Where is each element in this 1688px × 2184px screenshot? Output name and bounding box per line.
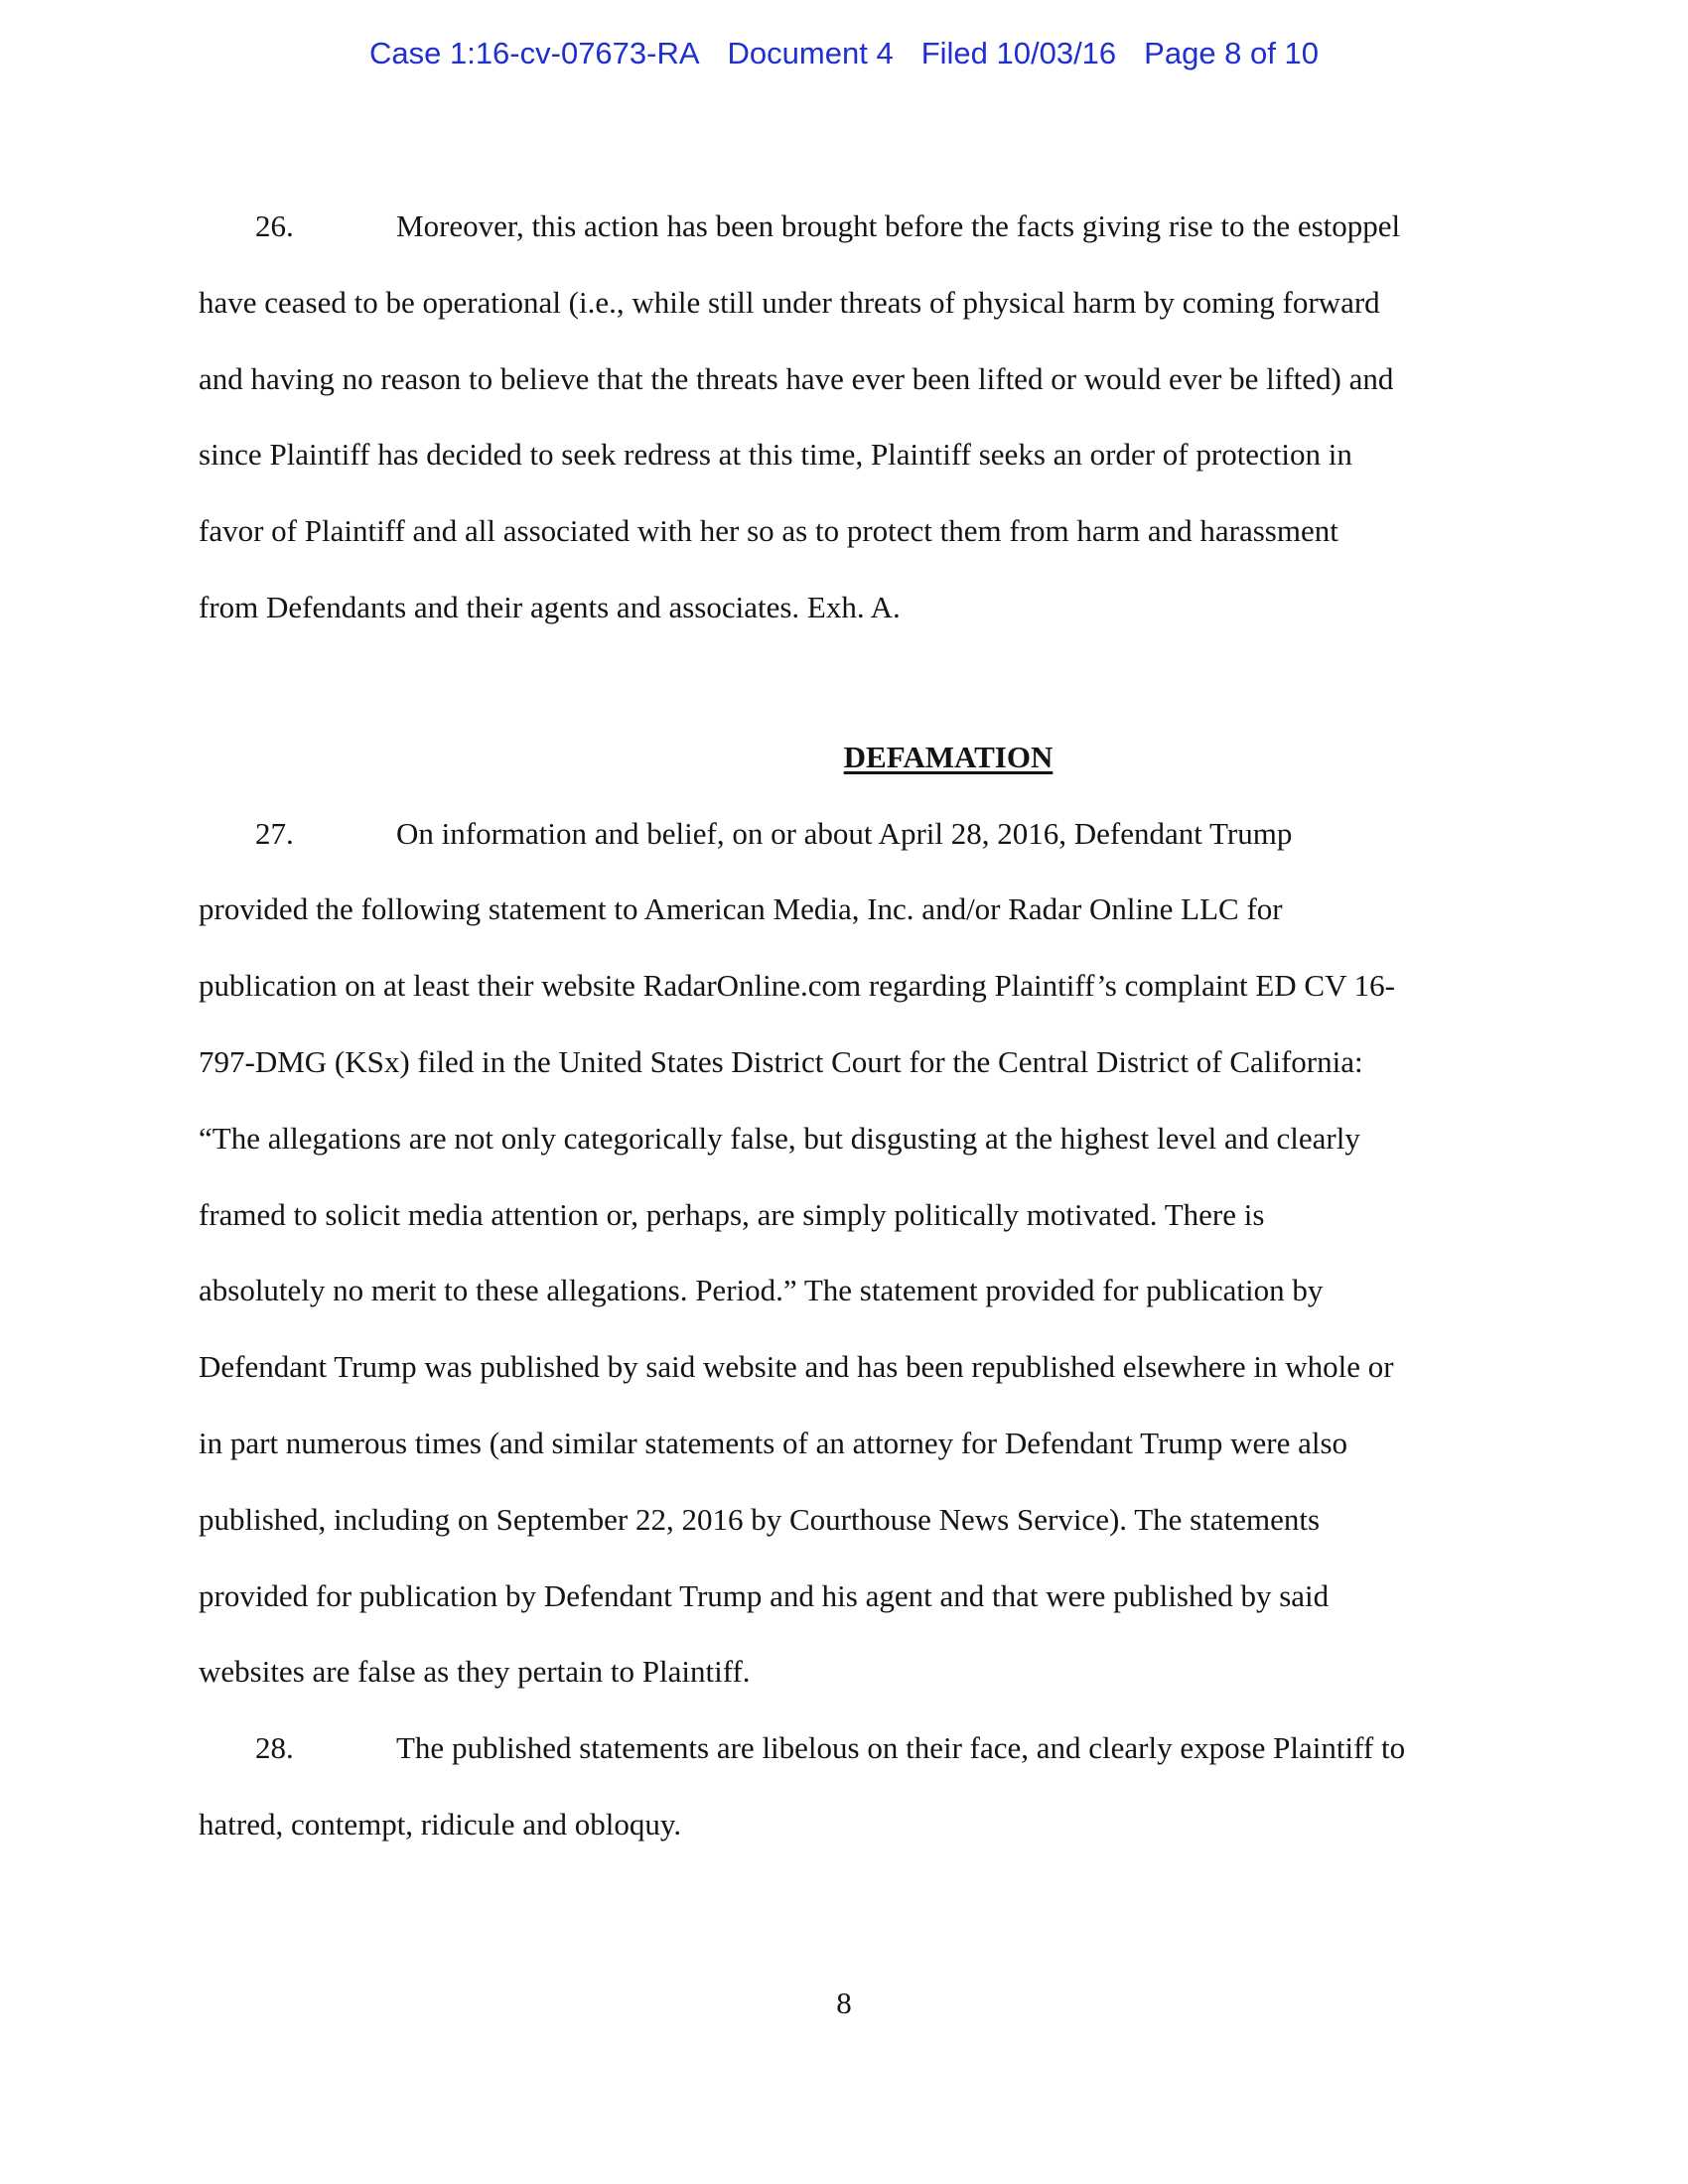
paragraph-line: from Defendants and their agents and associates. Exh. A. xyxy=(199,589,901,624)
ecf-header xyxy=(0,36,1688,71)
paragraph-line: hatred, contempt, ridicule and obloquy. xyxy=(199,1806,682,1842)
page-indicator: Page 8 of 10 xyxy=(1144,36,1319,70)
paragraph-28 xyxy=(199,1710,1499,1863)
paragraph-line: since Plaintiff has decided to seek redress at this time, Plaintiff seeks an order of protection in xyxy=(199,437,1352,473)
paragraph-line: publication on at least their website RadarOnline.com regarding Plaintiff’s complaint ED CV 16- xyxy=(199,968,1395,1004)
paragraph-line: published, including on September 22, 2016 by Courthouse News Service). The statements xyxy=(199,1501,1321,1537)
paragraph-line: provided the following statement to American Media, Inc. and/or Radar Online LLC for xyxy=(199,891,1283,927)
paragraph-line: Defendant Trump was published by said website and has been republished elsewhere in whole or xyxy=(199,1349,1394,1385)
paragraph-26 xyxy=(199,189,1499,646)
paragraph-line: websites are false as they pertain to Plaintiff. xyxy=(199,1654,751,1690)
paragraph-line: 26. Moreover, this action has been brought before the facts giving rise to the estoppel xyxy=(199,189,1499,265)
paragraph-line: in part numerous times (and similar statements of an attorney for Defendant Trump were also xyxy=(199,1425,1348,1460)
section-heading: DEFAMATION xyxy=(843,739,1054,774)
paragraph-line: 797-DMG (KSx) filed in the United States District Court for the Central District of California: xyxy=(199,1043,1363,1079)
paragraph-line: 27. On information and belief, on or about April 28, 2016, Defendant Trump xyxy=(199,796,1499,873)
paragraph-line: “The allegations are not only categorically false, but disgusting at the highest level and clearly xyxy=(199,1120,1360,1156)
document-body xyxy=(199,189,1499,1863)
paragraph-number: 28. xyxy=(255,1730,294,1766)
paragraph-number: 26. xyxy=(255,208,294,243)
paragraph-line: favor of Plaintiff and all associated with her so as to protect them from harm and harassment xyxy=(199,513,1338,549)
page-number: 8 xyxy=(836,1985,852,2020)
paragraph-27 xyxy=(199,796,1499,1711)
paragraph-line: absolutely no merit to these allegations. Period.” The statement provided for publication by xyxy=(199,1273,1324,1308)
paragraph-line: have ceased to be operational (i.e., while still under threats of physical harm by coming forward xyxy=(199,284,1380,320)
case-number: Case 1:16-cv-07673-RA xyxy=(368,36,700,70)
paragraph-line: framed to solicit media attention or, perhaps, are simply politically motivated. There is xyxy=(199,1196,1265,1232)
filed-date: Filed 10/03/16 xyxy=(920,36,1117,70)
paragraph-number: 27. xyxy=(255,815,294,851)
paragraph-line: and having no reason to believe that the threats have ever been lifted or would ever be lifted) and xyxy=(199,360,1394,396)
paragraph-line: provided for publication by Defendant Trump and his agent and that were published by said xyxy=(199,1577,1330,1613)
paragraph-line: 28. The published statements are libelous on their face, and clearly expose Plaintiff to xyxy=(199,1710,1499,1787)
document-number: Document 4 xyxy=(727,36,894,70)
